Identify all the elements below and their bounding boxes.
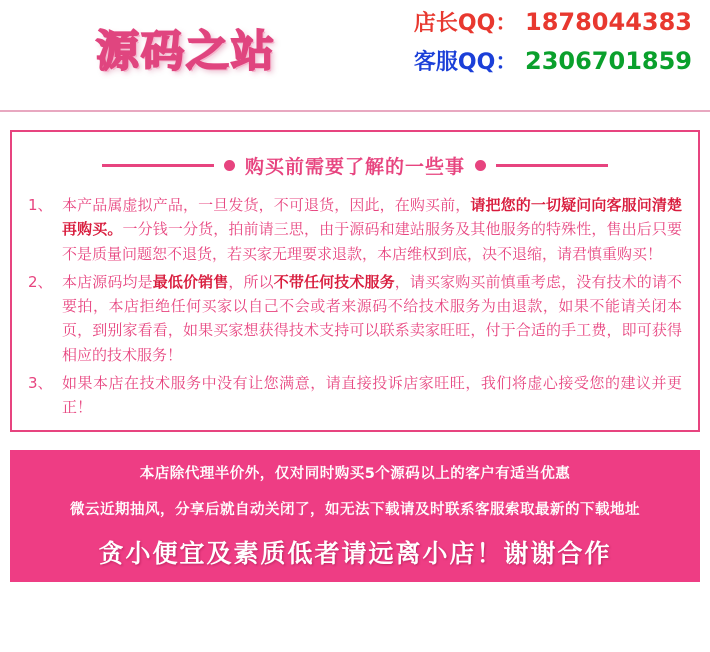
banner-slogan: 贪小便宜及素质低者请远离小店！谢谢合作	[98, 538, 612, 568]
promo-banner	[10, 450, 700, 582]
plain-text: ，所以	[228, 272, 274, 291]
page-header	[0, 0, 710, 112]
list-item	[28, 193, 682, 266]
plain-text: 如果本店在技术服务中没有让您满意，请直接投诉店家旺旺，我们将虚心接受您的建议并更正！	[62, 374, 682, 417]
list-item-text	[62, 270, 682, 367]
bullet-dot-left-icon	[224, 160, 235, 171]
owner-qq-label: 店长QQ：	[413, 11, 518, 36]
banner-line-discount: 本店除代理半价外，仅对同时购买5个源码以上的客户有适当优惠	[139, 466, 571, 482]
support-qq-number[interactable]: 2306701859	[525, 47, 692, 76]
list-item	[28, 270, 682, 367]
plain-text: 一分钱一分货，拍前请三思，由于源码和建站服务及其他服务的特殊性，售出后只要不是质量问题恕不退货，若买家无理要求退款，本店维权到底，决不退缩，请君慎重购买！	[62, 220, 682, 263]
owner-qq-number[interactable]: 1878044383	[525, 8, 692, 36]
highlighted-text: 不带任何技术服务	[273, 272, 395, 291]
highlighted-text: 请把您的一切疑问向客服问清楚再购买。	[62, 196, 682, 239]
contact-block	[414, 10, 692, 88]
notice-box	[10, 130, 700, 432]
support-qq-label: 客服QQ：	[413, 50, 518, 76]
list-item-text	[62, 193, 682, 266]
plain-text: ，请买家购买前慎重考虑，没有技术的请不要拍，本店拒绝任何买家以自己不会或者来源码不给技术服务为由退款，如果不能请关闭本页，到别家看看，如果买家想获得技术支持可以联系卖家旺旺，付于合适的手工费，即可获得相应的技术服务！	[62, 272, 682, 364]
list-item-text	[62, 371, 682, 420]
banner-line-download-notice: 微云近期抽风，分享后就自动关闭了，如无法下载请及时联系客服索取最新的下载地址	[70, 501, 640, 518]
list-item-index: 1、	[28, 196, 53, 214]
notice-title-row	[28, 152, 682, 179]
contact-row-support	[414, 49, 692, 74]
contact-row-owner	[414, 10, 692, 35]
bullet-dot-right-icon	[475, 160, 486, 171]
list-item-index: 2、	[28, 272, 53, 291]
list-item	[28, 371, 682, 420]
divider-left	[102, 164, 214, 167]
plain-text: 本产品属虚拟产品，一旦发货，不可退货，因此，在购买前，	[62, 196, 471, 214]
plain-text: 本店源码均是	[62, 272, 153, 291]
list-item-index: 3、	[28, 374, 53, 393]
divider-right	[496, 164, 608, 167]
notice-list	[28, 193, 682, 420]
shop-brand-title: 源码之站	[96, 27, 276, 77]
notice-title: 购买前需要了解的一些事	[244, 156, 465, 178]
highlighted-text: 最低价销售	[152, 272, 229, 291]
